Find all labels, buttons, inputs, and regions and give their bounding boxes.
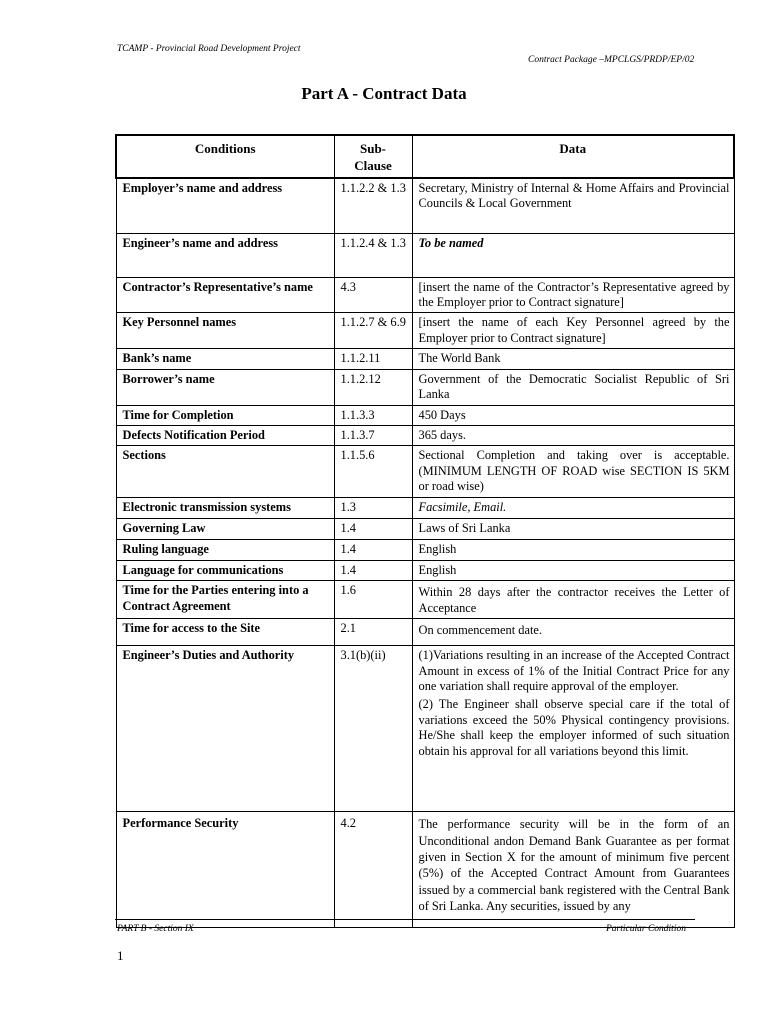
row-data: [412, 646, 734, 812]
row-clause: 1.6: [334, 581, 412, 619]
page-title: Part A - Contract Data: [301, 84, 467, 103]
row-clause: 1.1.3.7: [334, 425, 412, 445]
row-data-paragraph: (2) The Engineer shall observe special care if the total of variations exceed the 50% Physical contingency provisions. He/She shall keep the employer informed of such situation obtain his approval for all variations beyond this limit.: [418, 697, 730, 758]
table-row: [116, 446, 734, 498]
table-row: [116, 540, 734, 560]
table-row: [116, 498, 734, 519]
footer-divider: [115, 919, 695, 920]
table-row: [116, 560, 734, 580]
row-data: To be named: [412, 233, 734, 277]
row-data: On commencement date.: [412, 619, 734, 646]
row-clause: 1.1.2.2 & 1.3: [334, 178, 412, 233]
row-condition: Language for communications: [116, 560, 334, 580]
row-clause: 1.1.2.7 & 6.9: [334, 313, 412, 349]
header-project: TCAMP - Provincial Road Development Project: [117, 44, 301, 54]
row-data: Facsimile, Email.: [412, 498, 734, 519]
row-condition: Performance Security: [116, 812, 334, 928]
table-row: [116, 812, 734, 928]
row-clause: 1.1.2.12: [334, 369, 412, 405]
row-data: [insert the name of the Contractor’s Representative agreed by the Employer prior to Contract signature]: [412, 277, 734, 313]
row-condition: Defects Notification Period: [116, 425, 334, 445]
row-condition: Sections: [116, 446, 334, 498]
row-data: The performance security will be in the form of an Unconditional andon Demand Bank Guarantee as per format given in Section X for the amount of minimum five percent (5%) of the Accepted Contract Amount from Guarantees issued by a commercial bank registered with the Central Bank of Sri Lanka. Any securities, issued by any: [412, 812, 734, 928]
header-sub-clause: Sub- Clause: [334, 135, 412, 178]
table-row: [116, 233, 734, 277]
row-clause: 3.1(b)(ii): [334, 646, 412, 812]
row-data: Government of the Democratic Socialist Republic of Sri Lanka: [412, 369, 734, 405]
page-number: 1: [117, 948, 124, 963]
table-row: [116, 313, 734, 349]
table-row: [116, 405, 734, 425]
footer-section: PART B - Section IX: [117, 924, 194, 934]
row-clause: 1.4: [334, 540, 412, 560]
table-row: [116, 646, 734, 812]
row-condition: Employer’s name and address: [116, 178, 334, 233]
row-data: Sectional Completion and taking over is acceptable. (MINIMUM LENGTH OF ROAD wise SECTION IS 5KM or road wise): [412, 446, 734, 498]
row-data-paragraph: (1)Variations resulting in an increase of the Accepted Contract Amount in excess of 1% of the Initial Contract Price for any one variation shall require approval of the employer.: [418, 648, 730, 693]
row-condition: Contractor’s Representative’s name: [116, 277, 334, 313]
row-clause: 1.3: [334, 498, 412, 519]
footer-title: Particular Condition: [606, 924, 686, 934]
row-clause: 1.1.2.11: [334, 349, 412, 369]
row-clause: 1.4: [334, 519, 412, 540]
row-data: The World Bank: [412, 349, 734, 369]
row-condition: Borrower’s name: [116, 369, 334, 405]
row-data: English: [412, 540, 734, 560]
row-clause: 2.1: [334, 619, 412, 646]
table-header-row: [116, 135, 734, 178]
row-condition: Key Personnel names: [116, 313, 334, 349]
table-row: [116, 277, 734, 313]
row-data: [insert the name of each Key Personnel agreed by the Employer prior to Contract signature]: [412, 313, 734, 349]
row-clause: 1.1.2.4 & 1.3: [334, 233, 412, 277]
row-data: Within 28 days after the contractor receives the Letter of Acceptance: [412, 581, 734, 619]
row-clause: 4.3: [334, 277, 412, 313]
row-data: 450 Days: [412, 405, 734, 425]
table-row: [116, 519, 734, 540]
row-data: Secretary, Ministry of Internal & Home Affairs and Provincial Councils & Local Government: [412, 178, 734, 233]
header-conditions: Conditions: [116, 135, 334, 178]
table-row: [116, 581, 734, 619]
table-row: [116, 425, 734, 445]
row-condition: Time for Completion: [116, 405, 334, 425]
table-row: [116, 178, 734, 233]
row-condition: Time for access to the Site: [116, 619, 334, 646]
row-clause: 1.4: [334, 560, 412, 580]
table-row: [116, 619, 734, 646]
header-data: Data: [412, 135, 734, 178]
row-data: 365 days.: [412, 425, 734, 445]
row-condition: Governing Law: [116, 519, 334, 540]
row-condition: Ruling language: [116, 540, 334, 560]
table-row: [116, 349, 734, 369]
table-row: [116, 369, 734, 405]
row-condition: Engineer’s name and address: [116, 233, 334, 277]
row-condition: Engineer’s Duties and Authority: [116, 646, 334, 812]
row-condition: Electronic transmission systems: [116, 498, 334, 519]
row-clause: 4.2: [334, 812, 412, 928]
row-condition: Bank’s name: [116, 349, 334, 369]
row-data: English: [412, 560, 734, 580]
row-clause: 1.1.5.6: [334, 446, 412, 498]
contract-data-table: [115, 134, 735, 928]
row-data: Laws of Sri Lanka: [412, 519, 734, 540]
header-package: Contract Package –MPCLGS/PRDP/EP/02: [528, 55, 695, 65]
row-condition: Time for the Parties entering into a Contract Agreement: [116, 581, 334, 619]
row-clause: 1.1.3.3: [334, 405, 412, 425]
